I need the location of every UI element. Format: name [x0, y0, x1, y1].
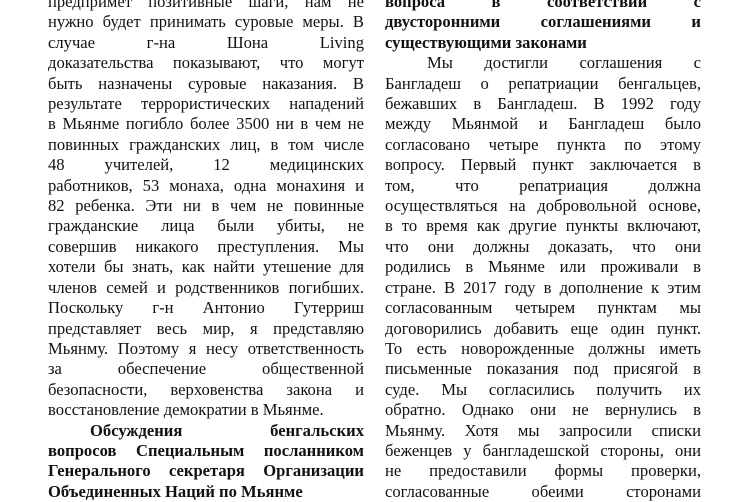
paragraph-line: беженцев у бангладешской стороны, они	[385, 440, 701, 460]
section-heading-line: Генерального секретаря Организации	[48, 461, 364, 481]
paragraph-line: осуществляться на добровольной основе,	[385, 196, 701, 216]
paragraph-line: случае г-на Шона Living	[48, 32, 364, 52]
paragraph-line: нужно будет принимать суровые меры. В	[48, 12, 364, 32]
paragraph-line: гражданские лица были убиты, не	[48, 216, 364, 236]
paragraph-line: суде. Мы согласились получить их	[385, 379, 701, 399]
section-heading-line: вопросов Специальным посланником	[48, 440, 364, 460]
paragraph-line: в то время как другие пункты включают,	[385, 216, 701, 236]
left-column	[48, 0, 364, 502]
paragraph-line: Мы достигли соглашения с	[427, 53, 701, 73]
section-heading-line: Объединенных Наций по Мьянме	[48, 481, 303, 501]
paragraph-line: родились в Мьянме или проживали в	[385, 257, 701, 277]
paragraph-line: работников, 53 монаха, одна монахиня и	[48, 175, 364, 195]
section-heading-line: существующими законами	[385, 32, 587, 52]
paragraph-line: стране. В 2017 году в дополнение к этим	[385, 277, 701, 297]
paragraph-line: хотели бы знать, как найти утешение для	[48, 257, 364, 277]
section-heading-line: двусторонними соглашениями и	[385, 12, 701, 32]
paragraph-line: согласовано четыре пункта по этому	[385, 134, 701, 154]
paragraph-line: согласованные обеими сторонами	[385, 481, 701, 501]
paragraph-line: за обеспечение общественной	[48, 359, 364, 379]
paragraph-line: предпримет позитивные шаги, нам не	[48, 0, 364, 11]
paragraph-line: доказательства показывают, что могут	[48, 53, 364, 73]
paragraph-line: представляет весь мир, я представляю	[48, 318, 364, 338]
paragraph-line: 48 учителей, 12 медицинских	[48, 155, 364, 175]
paragraph-line: Мьянму. Поэтому я несу ответственность	[48, 338, 364, 358]
paragraph-line: повинных гражданских лиц, в том числе	[48, 134, 364, 154]
section-heading-line: Обсуждения бенгальских	[90, 420, 364, 440]
paragraph-line: вопросу. Первый пункт заключается в	[385, 155, 701, 175]
paragraph-line: что они должны доказать, что они	[385, 236, 701, 256]
paragraph-line: Поскольку г-н Антонио Гутерриш	[48, 298, 364, 318]
right-column	[385, 0, 701, 502]
paragraph-line: в Мьянме погибло более 3500 ни в чем не	[48, 114, 364, 134]
paragraph-line: бежавших в Бангладеш. В 1992 году	[385, 94, 701, 114]
paragraph-line: Мьянму. Хотя мы запросили списки	[385, 420, 701, 440]
paragraph-line: результате террористических нападений	[48, 94, 364, 114]
section-heading-line: вопроса в соответствии с	[385, 0, 701, 11]
paragraph-line: быть назначены суровые наказания. В	[48, 73, 364, 93]
paragraph-line: совершив никакого преступления. Мы	[48, 236, 364, 256]
paragraph-line: согласованным четырем пунктам мы	[385, 298, 701, 318]
paragraph-line: письменные показания под присягой в	[385, 359, 701, 379]
paragraph-line: 82 ребенка. Эти ни в чем не повинные	[48, 196, 364, 216]
paragraph-line: обратно. Однако они не вернулись в	[385, 400, 701, 420]
paragraph-line: не предоставили формы проверки,	[385, 461, 701, 481]
paragraph-line: восстановление демократии в Мьянме.	[48, 400, 324, 420]
paragraph-line: Бангладеш о репатриации бенгальцев,	[385, 73, 701, 93]
paragraph-line: между Мьянмой и Бангладеш было	[385, 114, 701, 134]
paragraph-line: том, что репатриация должна	[385, 175, 701, 195]
paragraph-line: безопасности, верховенства закона и	[48, 379, 364, 399]
paragraph-line: договорились добавить еще один пункт.	[385, 318, 701, 338]
paragraph-line: То есть новорожденные должны иметь	[385, 338, 701, 358]
paragraph-line: членов семей и родственников погибших.	[48, 277, 364, 297]
